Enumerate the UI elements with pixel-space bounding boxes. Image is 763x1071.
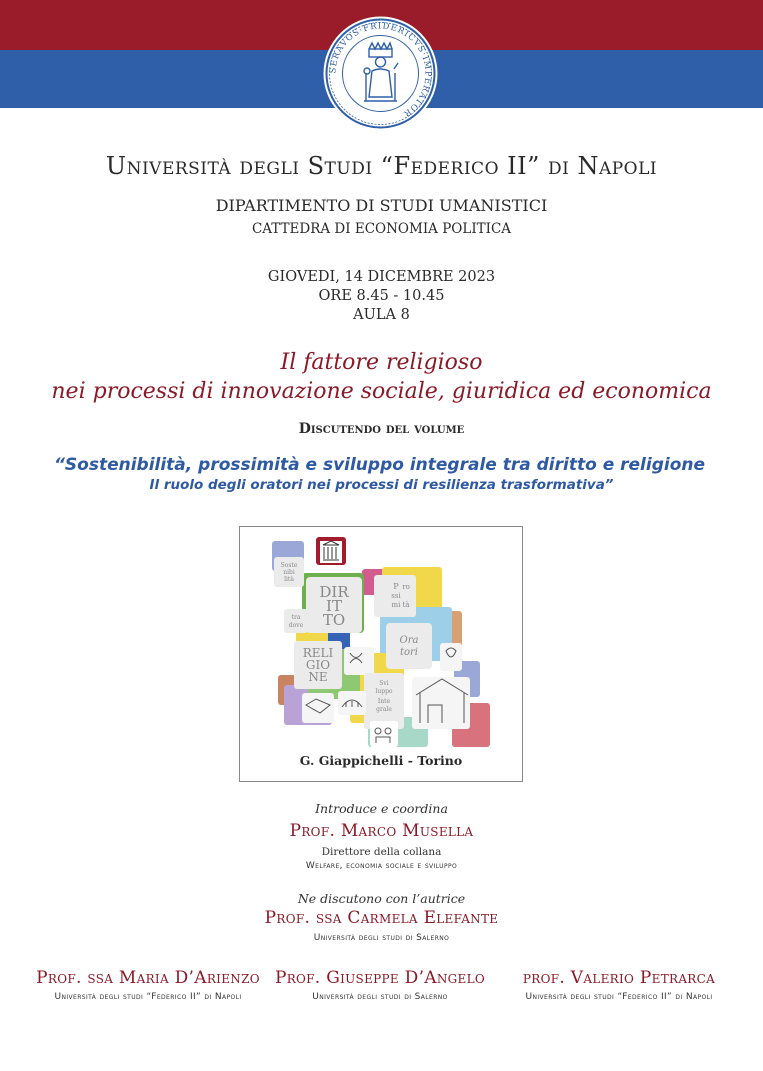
cover-word-oratori-2: tori: [399, 647, 419, 658]
discussant-2-affiliation: Università degli studi di Salerno: [312, 992, 448, 1002]
cover-word-oratori-1: Ora: [399, 635, 419, 646]
title-line-2: nei processi di innovazione sociale, giuridica ed economica: [51, 379, 712, 404]
cover-word-diritto-3: TO: [322, 611, 346, 629]
event-room: AULA 8: [353, 307, 410, 323]
cover-word-diritto-2: IT: [326, 597, 342, 615]
book-cover: [239, 526, 523, 782]
cover-word-sviluppo-4: grale: [376, 706, 392, 713]
discussant-3: [500, 968, 738, 1002]
book-title: [0, 455, 763, 493]
cover-word-religione-2: GIO: [305, 658, 331, 672]
author-name: Prof. ssa Carmela Elefante: [264, 908, 499, 928]
cover-word-sviluppo-2: luppo: [375, 688, 393, 695]
cover-word-sostenibilita-3: lità: [284, 576, 294, 583]
cover-word-prossimita-5: tà: [402, 601, 410, 609]
publisher: G. Giappichelli - Torino: [299, 753, 463, 768]
cover-word-sostenibilita-1: Soste: [280, 562, 298, 569]
moderator-name: Prof. Marco Musella: [289, 821, 474, 841]
discussant-3-affiliation: Università degli studi “Federico II” di Napoli: [525, 992, 713, 1002]
book-cover-art: [240, 527, 522, 781]
cover-word-religione-3: NE: [308, 670, 328, 684]
event-date: GIOVEDI, 14 DICEMBRE 2023: [267, 269, 496, 285]
discussant-1: [30, 968, 266, 1002]
chair-name: CATTEDRA DI ECONOMIA POLITICA: [251, 221, 512, 237]
cover-word-sviluppo-3: Inte: [377, 698, 391, 705]
event-time: ORE 8.45 - 10.45: [318, 288, 445, 304]
moderator-role: Direttore della collana: [321, 846, 442, 858]
department-name: DIPARTIMENTO DI STUDI UMANISTICI: [215, 196, 548, 215]
cover-word-prossimita-4: mi: [391, 601, 401, 609]
introduces-label: Introduce e coordina: [315, 801, 448, 816]
discussant-3-name: prof. Valerio Petrarca: [522, 968, 716, 988]
seal-text: SERAVOS·FRIDERICVS·IMPERATOR: [328, 21, 433, 119]
cover-word-prossimita-1: P: [393, 582, 399, 591]
university-name: Università degli Studi “Federico II” di Napoli: [105, 152, 658, 180]
author-affiliation: Università degli studi di Salerno: [313, 933, 450, 943]
discuss-label: Ne discutono con l’autrice: [297, 891, 466, 906]
event-details: [0, 268, 763, 325]
cover-word-tra-2: dove: [288, 622, 304, 629]
university-seal-icon: [322, 15, 439, 132]
discussant-1-name: Prof. ssa Maria D’Arienzo: [36, 968, 260, 988]
cover-word-sviluppo-1: Svi: [379, 680, 389, 687]
series-name: Welfare, economia sociale e sviluppo: [305, 861, 458, 871]
title-line-1: Il fattore religioso: [280, 350, 483, 375]
cover-word-prossimita-2: ro: [402, 583, 410, 591]
book-title-line-2: Il ruolo degli oratori nei processi di resilienza trasformativa”: [149, 477, 614, 493]
cover-word-prossimita-3: ssi: [391, 592, 401, 600]
cover-word-tra-1: tra: [291, 614, 301, 621]
cover-word-diritto-1: DIR: [319, 583, 349, 601]
cover-word-religione-1: RELI: [302, 646, 334, 660]
discussing-label: Discutendo del volume: [298, 421, 465, 437]
event-title: [0, 348, 763, 406]
discussant-2-name: Prof. Giuseppe D’Angelo: [274, 968, 486, 988]
cover-word-sostenibilita-2: nibi: [283, 569, 295, 576]
book-title-line-1: “Sostenibilità, prossimità e sviluppo integrale tra diritto e religione: [53, 455, 706, 475]
discussant-2: [268, 968, 492, 1002]
discussant-1-affiliation: Università degli studi “Federico II” di Napoli: [54, 992, 242, 1002]
